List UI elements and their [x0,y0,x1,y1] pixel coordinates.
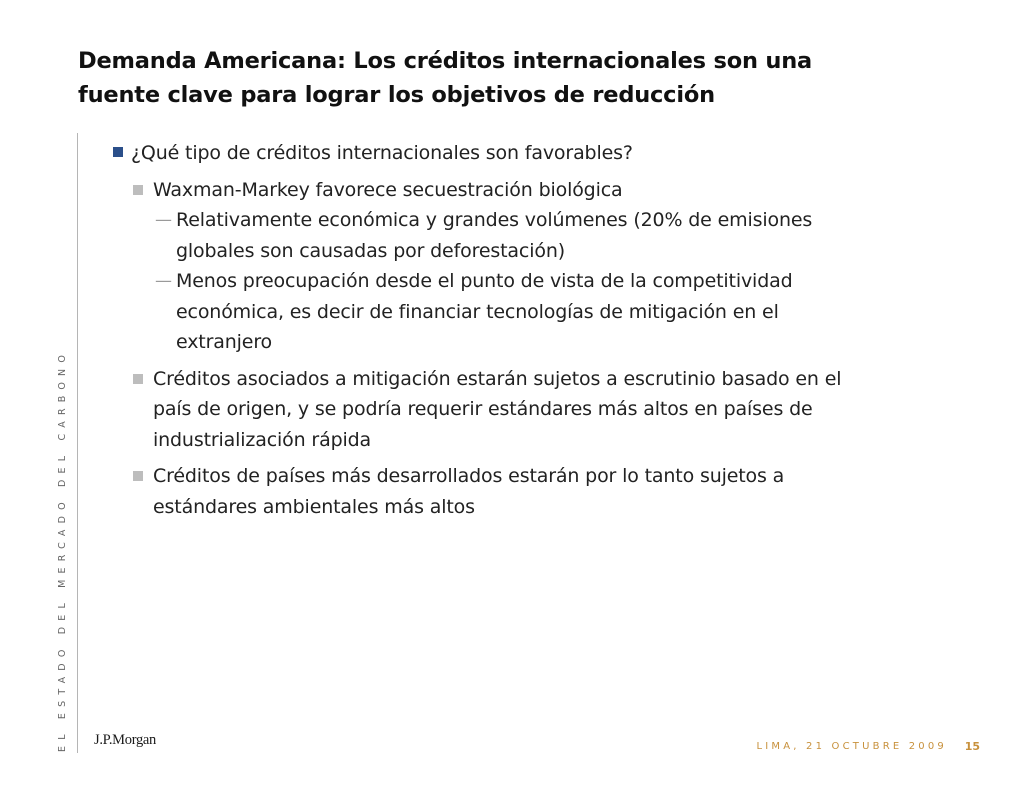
bullet-text-line: extranjero [176,331,273,353]
bullet-text-line: globales son causadas por deforestación) [176,239,565,262]
bullet-text: ¿Qué tipo de créditos internacionales son favorables? [131,142,633,164]
bullet-text-line: industrialización rápida [153,428,372,451]
bullet-text-line: Relativamente económica y grandes volúmenes (20% de emisiones [176,209,813,231]
footer-date: LIMA, 21 OCTUBRE 2009 [756,741,947,752]
page-number: 15 [964,740,980,753]
bullet-text-line: Créditos de países más desarrollados estarán por lo tanto sujetos a [153,465,785,487]
vertical-divider [77,133,78,753]
jpmorgan-logo: J.P.Morgan [94,732,156,748]
bullet-paises-desarrollados [110,461,930,522]
gray-square-bullet-icon [133,185,143,195]
bullet-question [110,138,930,169]
blue-square-bullet-icon [113,147,123,157]
bullet-text-line: Créditos asociados a mitigación estarán sujetos a escrutinio basado en el [153,367,842,390]
bullet-text-line: Menos preocupación desde el punto de vista de la competitividad [176,270,793,292]
bullet-text-line: estándares ambientales más altos [153,495,475,518]
bullet-text-line: país de origen, y se podría requerir estándares más altos en países de [153,398,813,420]
bullet-mitigacion [110,364,930,456]
bullet-text: Waxman-Markey favorece secuestración biológica [153,178,623,201]
bullet-waxman-markey [110,175,930,206]
sub-bullet-competitividad [110,266,930,358]
bullet-text-line: económica, es decir de financiar tecnologías de mitigación en el [176,300,779,323]
gray-square-bullet-icon [133,471,143,481]
gray-square-bullet-icon [133,374,143,384]
side-section-label: EL ESTADO DEL MERCADO DEL CARBONO [57,348,68,752]
slide-title-line-2: fuente clave para lograr los objetivos de reducción [78,82,715,108]
slide-title [78,44,978,112]
slide-title-line-1: Demanda Americana: Los créditos internacionales son una [78,48,813,74]
dash-bullet-icon: — [155,210,172,230]
sub-bullet-economica [110,205,930,266]
bullet-list [110,138,930,522]
dash-bullet-icon: — [155,271,172,291]
